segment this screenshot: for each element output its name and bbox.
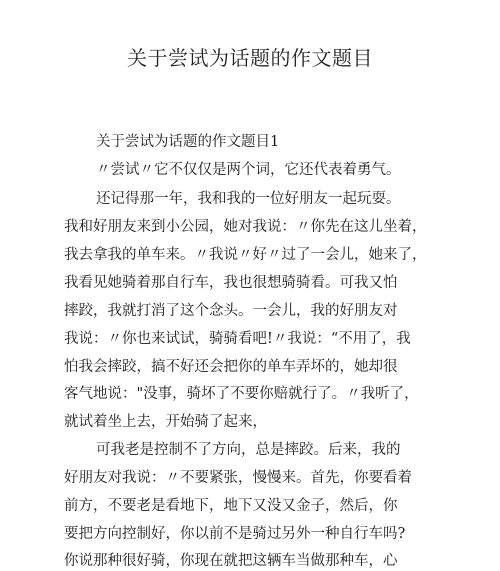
paragraph-line: 客气地说："没事，骑坏了不要你赔就行了。〃我听了， (64, 386, 419, 402)
paragraph-line: 我说：〃你也来试试，骑骑看吧!〃我说：“不用了，我 (64, 331, 411, 347)
paragraph-line: 我去拿我的单车来。〃我说〃好〃过了一会儿，她来了， (64, 247, 427, 263)
paragraph-line: 你说那种很好骑，你现在就把这辆车当做那种车，心 (64, 553, 398, 569)
paragraph-line: 我看见她骑着那自行车，我也很想骑骑看。可我又怕 (64, 275, 398, 291)
paragraph-line: 我和好朋友来到小公园，她对我说：〃你先在这儿坐着， (64, 219, 427, 235)
paragraph-line: 怕我会摔跤，搞不好还会把你的单车弄坏的，她却很 (64, 359, 398, 375)
paragraph-line: 要把方向控制好，你以前不是骑过另外一种自行车吗? (64, 526, 406, 542)
document-title: 关于尝试为话题的作文题目 (127, 46, 373, 70)
paragraph-line: 好朋友对我说：〃不要紧张，慢慢来。首先，你要看着 (64, 470, 412, 486)
paragraph-line: 就试着坐上去，开始骑了起来， (64, 414, 267, 430)
paragraph-line: 还记得那一年，我和我的一位好朋友一起玩耍。 (96, 191, 401, 207)
paragraph-line: 〃尝试〃它不仅仅是两个词，它还代表着勇气。 (96, 162, 401, 178)
section-heading: 关于尝试为话题的作文题目1 (96, 134, 280, 150)
paragraph-line: 可我老是控制不了方向，总是摔跤。后来，我的 (96, 442, 401, 458)
paragraph-line: 前方，不要老是看地下，地下又没又金子，然后，你 (64, 498, 398, 514)
paragraph-line: 摔跤，我就打消了这个念头。一会儿，我的好朋友对 (64, 303, 398, 319)
